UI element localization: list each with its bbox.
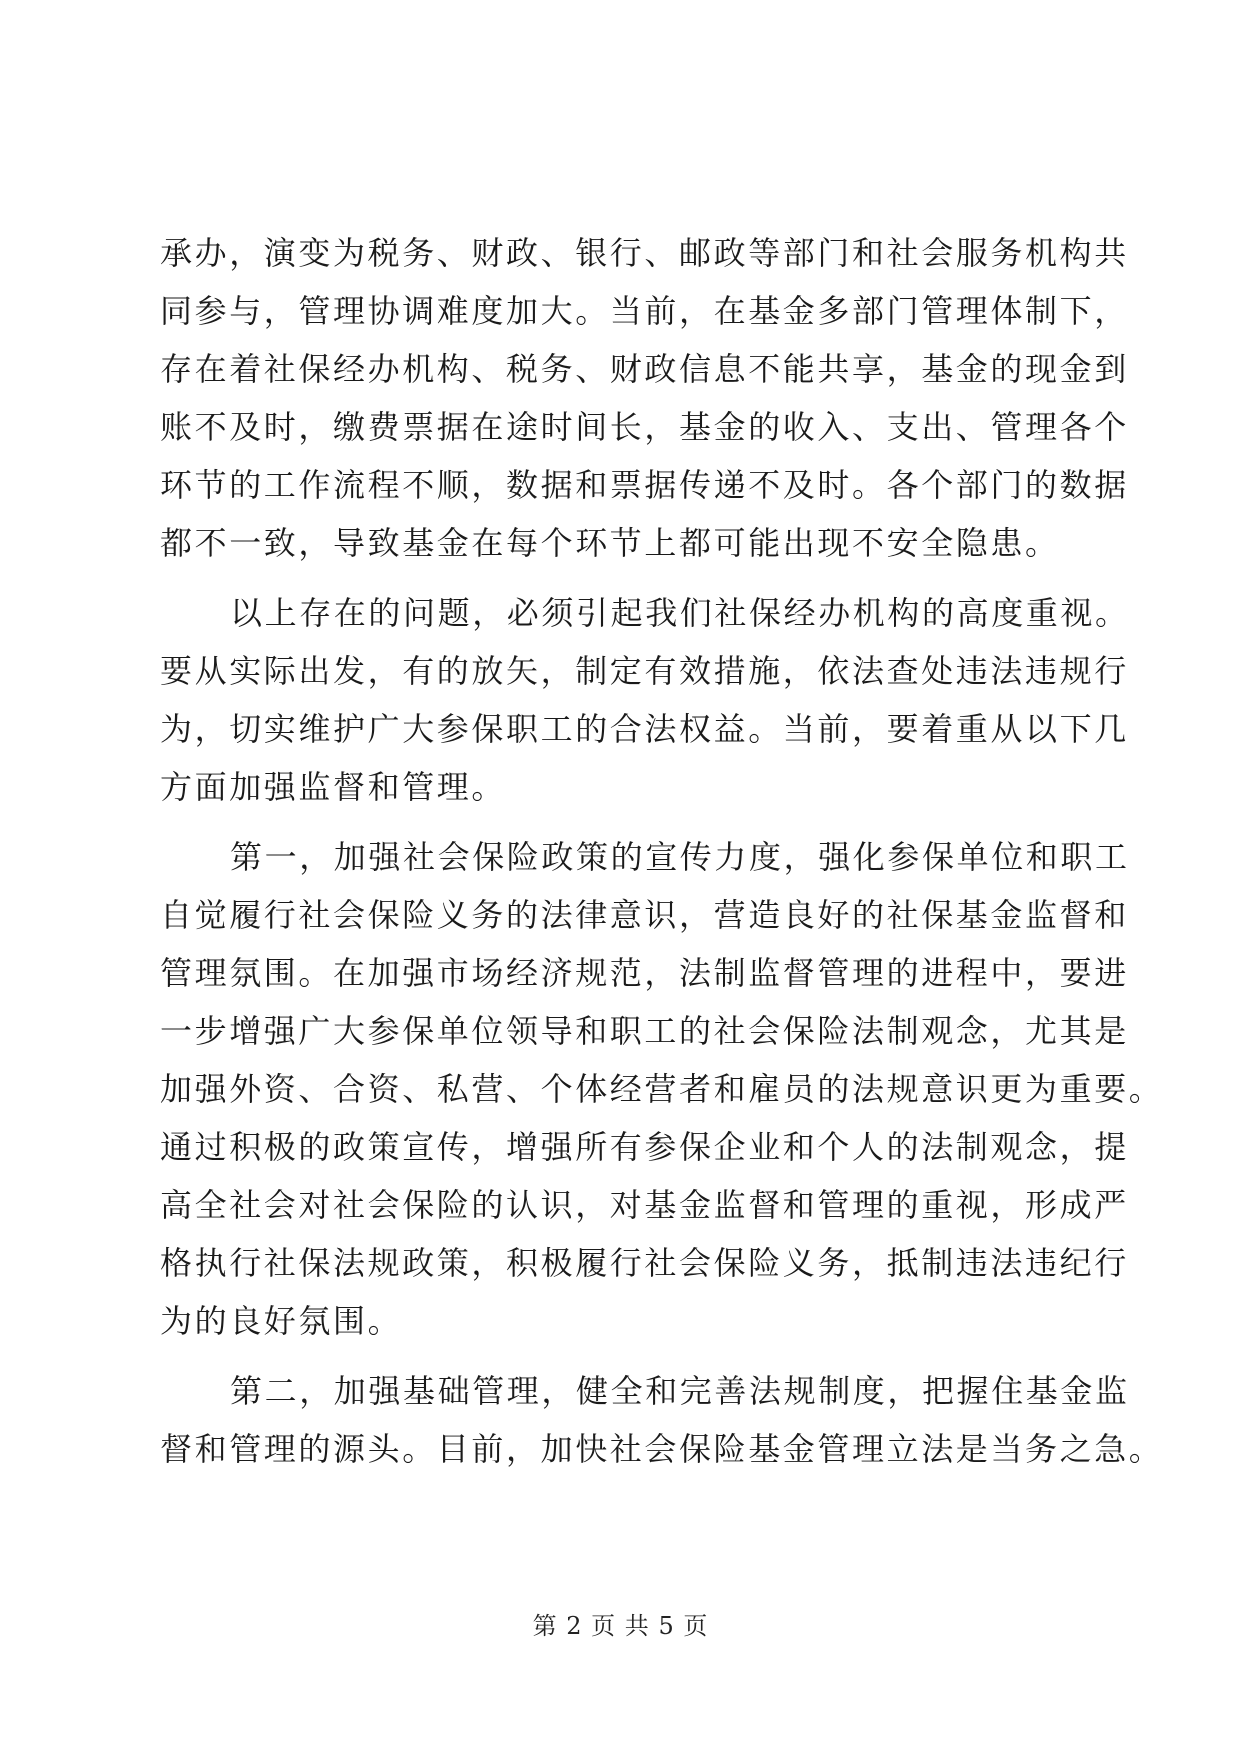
text-line: 加强外资、合资、私营、个体经营者和雇员的法规意识更为重要。 (160, 1070, 1164, 1108)
paragraph-2 (160, 584, 1130, 816)
text-line: 同参与，管理协调难度加大。当前，在基金多部门管理体制下， (160, 292, 1129, 330)
document-body (160, 224, 1164, 1478)
paragraph-gap (160, 572, 1080, 584)
text-line: 督和管理的源头。目前，加快社会保险基金管理立法是当务之急。 (160, 1430, 1164, 1468)
text-line: 第二，加强基础管理，健全和完善法规制度，把握住基金监 (230, 1372, 1130, 1410)
paragraph-3 (160, 828, 1164, 1350)
text-line: 方面加强监督和管理。 (160, 768, 507, 806)
text-line: 为的良好氛围。 (160, 1302, 403, 1340)
text-line: 要从实际出发，有的放矢，制定有效措施，依法查处违法违规行 (160, 652, 1129, 690)
paragraph-gap (160, 816, 1080, 828)
text-line: 承办，演变为税务、财政、银行、邮政等部门和社会服务机构共 (160, 234, 1129, 272)
text-line: 为，切实维护广大参保职工的合法权益。当前，要着重从以下几 (160, 710, 1129, 748)
text-line: 第一，加强社会保险政策的宣传力度，强化参保单位和职工 (230, 838, 1130, 876)
text-line: 管理氛围。在加强市场经济规范，法制监督管理的进程中，要进 (160, 954, 1129, 992)
text-line: 格执行社保法规政策，积极履行社会保险义务，抵制违法违纪行 (160, 1244, 1129, 1282)
paragraph-1 (160, 224, 1129, 572)
text-line: 环节的工作流程不顺，数据和票据传递不及时。各个部门的数据 (160, 466, 1129, 504)
text-line: 通过积极的政策宣传，增强所有参保企业和个人的法制观念，提 (160, 1128, 1129, 1166)
page-number-footer: 第 2 页 共 5 页 (532, 1612, 709, 1640)
text-line: 存在着社保经办机构、税务、财政信息不能共享，基金的现金到 (160, 350, 1129, 388)
text-line: 以上存在的问题，必须引起我们社保经办机构的高度重视。 (230, 594, 1130, 632)
text-line: 自觉履行社会保险义务的法律意识，营造良好的社保基金监督和 (160, 896, 1129, 934)
text-line: 高全社会对社会保险的认识，对基金监督和管理的重视，形成严 (160, 1186, 1129, 1224)
text-line: 账不及时，缴费票据在途时间长，基金的收入、支出、管理各个 (160, 408, 1129, 446)
text-line: 一步增强广大参保单位领导和职工的社会保险法制观念，尤其是 (160, 1012, 1129, 1050)
paragraph-gap (160, 1350, 1080, 1362)
text-line: 都不一致，导致基金在每个环节上都可能出现不安全隐患。 (160, 524, 1060, 562)
paragraph-4 (160, 1362, 1164, 1478)
